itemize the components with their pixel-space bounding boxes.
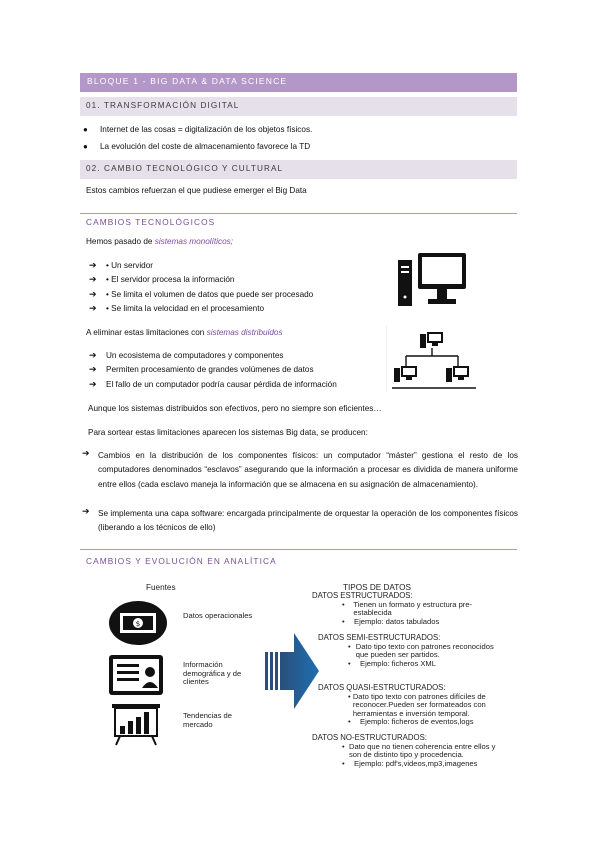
page-title: BLOQUE 1 - BIG DATA & DATA SCIENCE bbox=[80, 73, 517, 92]
arrow-right-icon bbox=[264, 632, 320, 710]
list-item: ➔ • Se limita el volumen de datos que puede ser procesado bbox=[89, 289, 314, 299]
list-item: ➔ • Se limita la velocidad en el procesamiento bbox=[89, 303, 265, 313]
section-title-cambio: 02. CAMBIO TECNOLÓGICO Y CULTURAL bbox=[80, 160, 517, 179]
list-item: ➔ Permiten procesamiento de grandes volúmenes de datos bbox=[89, 364, 314, 374]
bigdata-lead: Para sortear estas limitaciones aparecen los sistemas Big data, se producen: bbox=[88, 428, 368, 437]
data-type-semi-structured: DATOS SEMI-ESTRUCTURADOS: • Dato tipo texto con patrones reconocidos que pueden ser partidos. • Ejemplo: ficheros XML bbox=[318, 633, 494, 668]
list-item: ➔ Un ecosistema de computadores y componentes bbox=[89, 350, 284, 360]
arrow-right-icon: ➔ bbox=[89, 350, 97, 360]
network-diagram-icon bbox=[386, 326, 478, 392]
subsection-title-analitica: CAMBIOS Y EVOLUCIÓN EN ANALÍTICA bbox=[86, 556, 277, 566]
lead-text: Hemos pasado de sistemas monolíticos; bbox=[86, 237, 233, 246]
list-item: ● La evolución del coste de almacenamiento favorece la TD bbox=[83, 142, 311, 151]
subsection-title-tecnologicos: CAMBIOS TECNOLÓGICOS bbox=[86, 217, 216, 227]
section-intro: Estos cambios refuerzan el que pudiese emerger el Big Data bbox=[86, 186, 307, 195]
divider bbox=[80, 213, 517, 214]
list-item: ➔ Cambios en la distribución de los componentes físicos: un computador “máster” gestiona el resto de los computadores denominados “esclavos” asegurando que la información a procesar es dividida de manera uniforme entre ellos (cada esclavo maneja la información que se almacena en su asignación de almacenamiento). bbox=[82, 449, 518, 492]
arrow-right-icon: ➔ bbox=[89, 379, 97, 389]
arrow-right-icon: ➔ bbox=[89, 289, 97, 299]
arrow-right-icon: ➔ bbox=[89, 303, 97, 313]
bullet-icon: ● bbox=[83, 125, 88, 134]
arrow-right-icon: ➔ bbox=[89, 364, 97, 374]
source-label: Información demográfica y de clientes bbox=[183, 660, 242, 687]
section-title-transformacion: 01. TRANSFORMACIÓN DIGITAL bbox=[80, 97, 517, 116]
arrow-right-icon: ➔ bbox=[89, 260, 97, 270]
list-item: ➔ • El servidor procesa la información bbox=[89, 274, 235, 284]
figure-title-tipos: TIPOS DE DATOS bbox=[343, 583, 411, 592]
data-type-unstructured: DATOS NO-ESTRUCTURADOS: • Dato que no tienen coherencia entre ellos y son de distinto tipo y procedencia. • Ejemplo: pdf's,videos,mp3,imagenes bbox=[312, 733, 496, 768]
list-item: ● Internet de las cosas = digitalización de los objetos físicos. bbox=[83, 125, 313, 134]
arrow-right-icon: ➔ bbox=[89, 274, 97, 284]
arrow-right-icon: ➔ bbox=[82, 506, 90, 516]
profile-card-icon bbox=[108, 654, 164, 696]
arrow-right-icon: ➔ bbox=[82, 448, 90, 458]
data-type-structured: DATOS ESTRUCTURADOS: • Tienen un formato y estructura pre-establecida • Ejemplo: datos tabulados bbox=[312, 591, 473, 626]
list-item: ➔ • Un servidor bbox=[89, 260, 154, 270]
desktop-computer-icon bbox=[394, 250, 470, 310]
bullet-icon: ● bbox=[83, 142, 88, 151]
distributed-lead: A eliminar estas limitaciones con sistemas distribuidos bbox=[86, 328, 283, 337]
list-item: ➔ El fallo de un computador podría causar pérdida de información bbox=[89, 379, 337, 389]
source-label: Tendencias de mercado bbox=[183, 711, 232, 729]
money-icon bbox=[108, 600, 168, 646]
figure-title-fuentes: Fuentes bbox=[146, 583, 176, 592]
svg-text:$: $ bbox=[135, 620, 141, 628]
note-text: Aunque los sistemas distribuidos son efectivos, pero no siempre son eficientes… bbox=[88, 404, 382, 413]
data-type-quasi-structured: DATOS QUASI-ESTRUCTURADOS: • Dato tipo texto con patrones difíciles de reconocer.Pueden ser formateados con herramientas e inversión temporal. • Ejemplo: ficheros de eventos,logs bbox=[318, 683, 486, 727]
divider bbox=[80, 549, 517, 550]
source-label: Datos operacionales bbox=[183, 611, 253, 620]
presentation-chart-icon bbox=[110, 702, 162, 746]
list-item: ➔ Se implementa una capa software: encargada principalmente de orquestar la operación de los componentes físicos (liberando a los técnicos de ello) bbox=[82, 507, 518, 536]
